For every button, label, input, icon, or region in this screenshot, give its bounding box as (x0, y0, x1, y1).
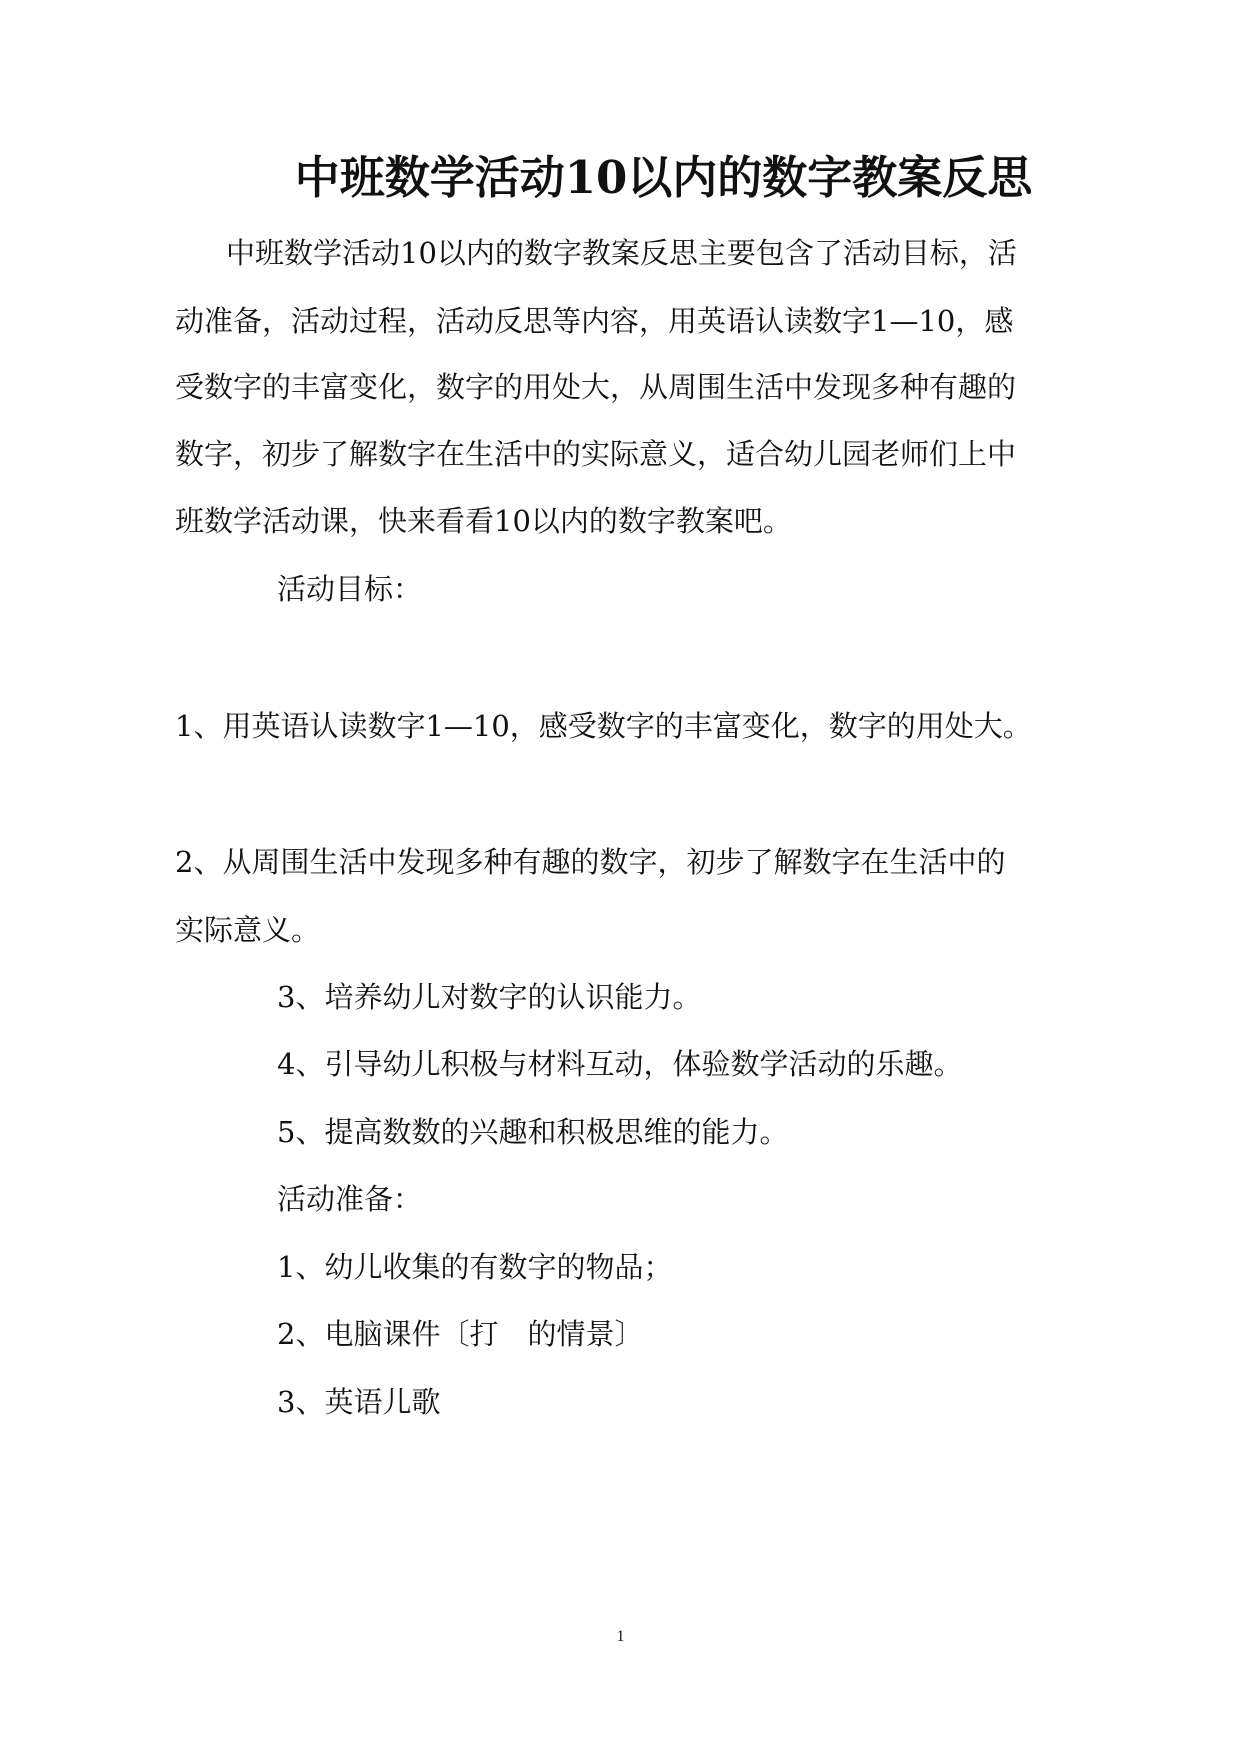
intro-line-5: 班数学活动课，快来看看10以内的数字教案吧。 (175, 504, 792, 538)
intro-line-1: 中班数学活动10以内的数字教案反思主要包含了活动目标，活 (226, 236, 1017, 270)
intro-line-3: 受数字的丰富变化，数字的用处大，从周围生活中发现多种有趣的 (175, 370, 1017, 404)
prep-item-1: 1、幼儿收集的有数字的物品； (277, 1250, 673, 1284)
document-title: 中班数学活动10以内的数字教案反思 (294, 151, 1033, 204)
intro-line-4: 数字，初步了解数字在生活中的实际意义，适合幼儿园老师们上中 (175, 437, 1017, 471)
goal-item-1: 1、用英语认读数字1—10，感受数字的丰富变化，数字的用处大。 (175, 709, 1032, 743)
goal-item-3: 3、培养幼儿对数字的认识能力。 (277, 980, 702, 1014)
goal-item-4: 4、引导幼儿积极与材料互动，体验数学活动的乐趣。 (277, 1047, 963, 1081)
page-number: 1 (616, 1628, 625, 1645)
intro-line-2: 动准备，活动过程，活动反思等内容，用英语认读数字1—10，感 (175, 304, 1014, 338)
goal-item-5: 5、提高数数的兴趣和积极思维的能力。 (277, 1115, 789, 1149)
prep-heading: 活动准备： (277, 1182, 423, 1216)
prep-item-3: 3、英语儿歌 (277, 1385, 441, 1419)
goal-item-2-line-1: 2、从周围生活中发现多种有趣的数字，初步了解数字在生活中的 (175, 845, 1006, 879)
goals-heading: 活动目标： (277, 572, 423, 606)
prep-item-2: 2、电脑课件〔打 的情景〕 (277, 1317, 644, 1351)
goal-item-2-line-2: 实际意义。 (175, 913, 321, 947)
